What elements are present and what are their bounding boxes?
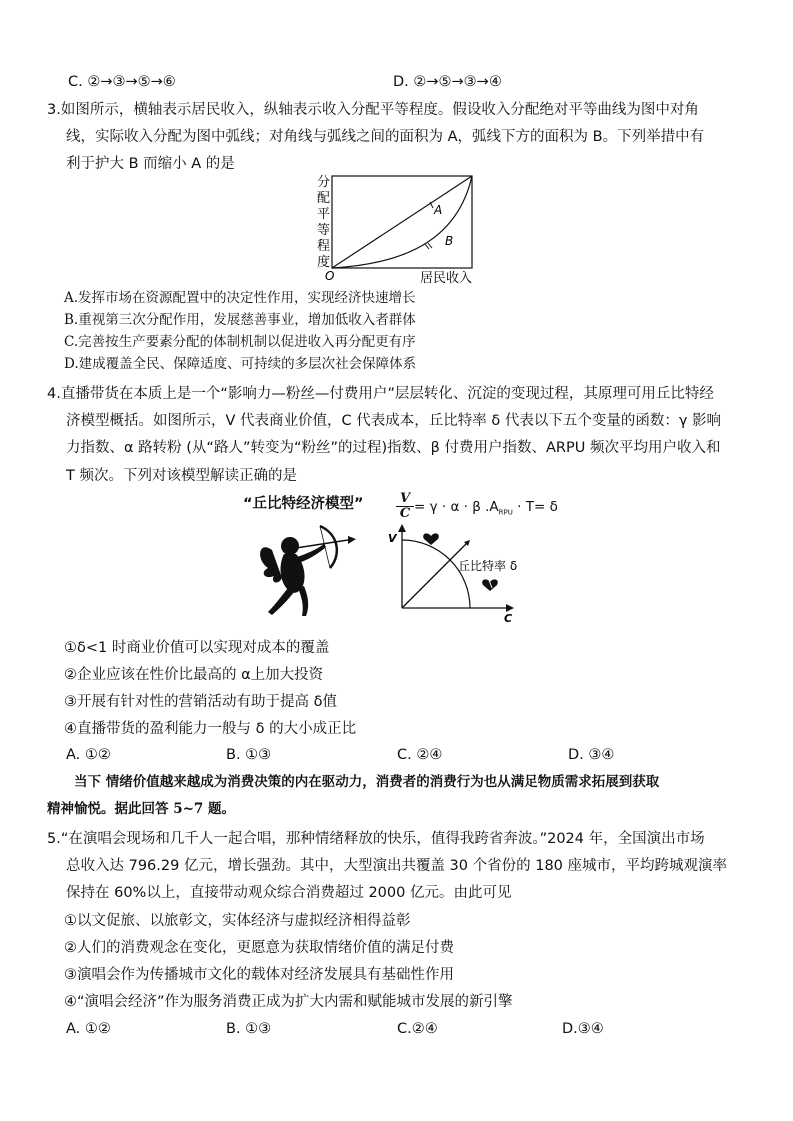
q2-option-d: D. ②→⑤→③→④ <box>393 74 502 90</box>
heart-icon-top <box>423 533 439 545</box>
q5-option-b: B. ①③ <box>226 1021 272 1037</box>
group-intro-line-2: 精神愉悦。据此回答 5~7 题。 <box>47 801 235 817</box>
q2-option-c: C. ②→③→⑤→⑥ <box>68 74 176 90</box>
q4-option-a: A. ①② <box>66 747 111 763</box>
q4-stem-line-3: 力指数、α 路转粉 (从“路人”转变为“粉丝”的过程)指数、β 付费用户指数、ARPU 频次平均用户收入和 <box>66 440 721 456</box>
area-a-label: A <box>434 203 443 217</box>
q4-option-d: D. ③④ <box>568 747 615 763</box>
group-intro-line-1: 当下 情绪价值越来越成为消费决策的内在驱动力，消费者的消费行为也从满足物质需求拓展到获取 <box>74 774 660 790</box>
fraction-denominator: C <box>396 506 414 521</box>
cupid-ratio-label: 丘比特率 δ <box>458 559 518 573</box>
q5-option-a: A. ①② <box>66 1021 111 1037</box>
ylabel-char: 等 <box>317 223 331 238</box>
q5-item-1: ①以文促旅、以旅彰文，实体经济与虚拟经济相得益彰 <box>64 913 411 929</box>
fraction-numerator: V <box>399 491 411 506</box>
q4-option-b: B. ①③ <box>226 747 272 763</box>
origin-label: O <box>325 269 335 283</box>
q5-stem-line-1: 5.“在演唱会现场和几千人一起合唱，那种情绪释放的快乐，值得我跨省奔波。”2024 年，全国演出市场 <box>47 831 705 847</box>
xlabel: 居民收入 <box>420 271 473 284</box>
ylabel-char: 配 <box>317 191 331 206</box>
q4-stem-line-1: 4.直播带货在本质上是一个“影响力—粉丝—付费用户”层层转化、沉淀的变现过程，其原理可用丘比特经 <box>47 386 714 402</box>
q4-item-2: ②企业应该在性价比最高的 α上加大投资 <box>64 667 324 683</box>
income-distribution-figure <box>312 172 487 284</box>
axis-c-label: C <box>504 612 513 622</box>
q4-item-4: ④直播带货的盈利能力一般与 δ 的大小成正比 <box>64 721 357 737</box>
q5-stem-line-2: 总收入达 796.29 亿元，增长强劲。其中，大型演出共覆盖 30 个省份的 180 座城市，平均跨城观演率 <box>66 858 728 874</box>
q3-option-c: C.完善按生产要素分配的体制机制以促进收入再分配更有序 <box>64 334 416 350</box>
cupid-ratio-graph <box>386 522 521 622</box>
formula-body: = γ · α · β $.A_{RPU} \cdot T= \delta$ <box>414 499 558 517</box>
ylabel-char: 程 <box>317 239 331 254</box>
q5-option-d: D.③④ <box>562 1021 604 1037</box>
q3-option-a: A.发挥市场在资源配置中的决定性作用，实现经济快速增长 <box>64 290 416 306</box>
area-b-label: B <box>445 234 454 248</box>
q3-stem-line-3: 利于护大 B 而缩小 A 的是 <box>66 156 235 172</box>
cupid-model-title: “丘比特经济模型” <box>243 496 364 512</box>
q3-option-d: D.建成覆盖全民、保障适度、可持续的多层次社会保障体系 <box>64 356 417 372</box>
formula-fraction <box>396 492 414 521</box>
q4-item-3: ③开展有针对性的营销活动有助于提高 δ值 <box>64 694 337 710</box>
axis-v-label: V <box>388 532 397 545</box>
q5-item-3: ③演唱会作为传播城市文化的载体对经济发展具有基础性作用 <box>64 967 454 983</box>
cupid-ratio-line <box>402 542 468 608</box>
broken-heart-icon <box>482 579 498 591</box>
q4-stem-line-2: 济模型概括。如图所示，V 代表商业价值，C 代表成本，丘比特率 δ 代表以下五个变量的函数：γ 影响 <box>66 413 722 429</box>
ylabel-char: 分 <box>317 175 331 190</box>
q3-stem-line-1: 3.如图所示，横轴表示居民收入，纵轴表示收入分配平等程度。假设收入分配绝对平等曲线为图中对角 <box>47 102 699 118</box>
q5-option-c: C.②④ <box>397 1021 438 1037</box>
q4-item-1: ①δ<1 时商业价值可以实现对成本的覆盖 <box>64 640 330 656</box>
q5-stem-line-3: 保持在 60%以上，直接带动观众综合消费超过 2000 亿元。由此可见 <box>66 885 512 901</box>
q3-option-b: B.重视第三次分配作用，发展慈善事业，增加低收入者群体 <box>64 312 416 328</box>
q5-item-2: ②人们的消费观念在变化，更愿意为获取情绪价值的满足付费 <box>64 940 454 956</box>
ylabel-char: 度 <box>317 255 331 270</box>
cupid-silhouette-image <box>250 520 360 620</box>
q3-stem-line-2: 线，实际收入分配为图中弧线；对角线与弧线之间的面积为 A，弧线下方的面积为 B。下列举措中有 <box>66 129 705 145</box>
q4-option-c: C. ②④ <box>397 747 443 763</box>
q4-stem-line-4: T 频次。下列对该模型解读正确的是 <box>66 468 297 484</box>
ylabel-char: 平 <box>317 207 331 222</box>
q5-item-4: ④“演唱会经济”作为服务消费正成为扩大内需和赋能城市发展的新引擎 <box>64 994 513 1010</box>
